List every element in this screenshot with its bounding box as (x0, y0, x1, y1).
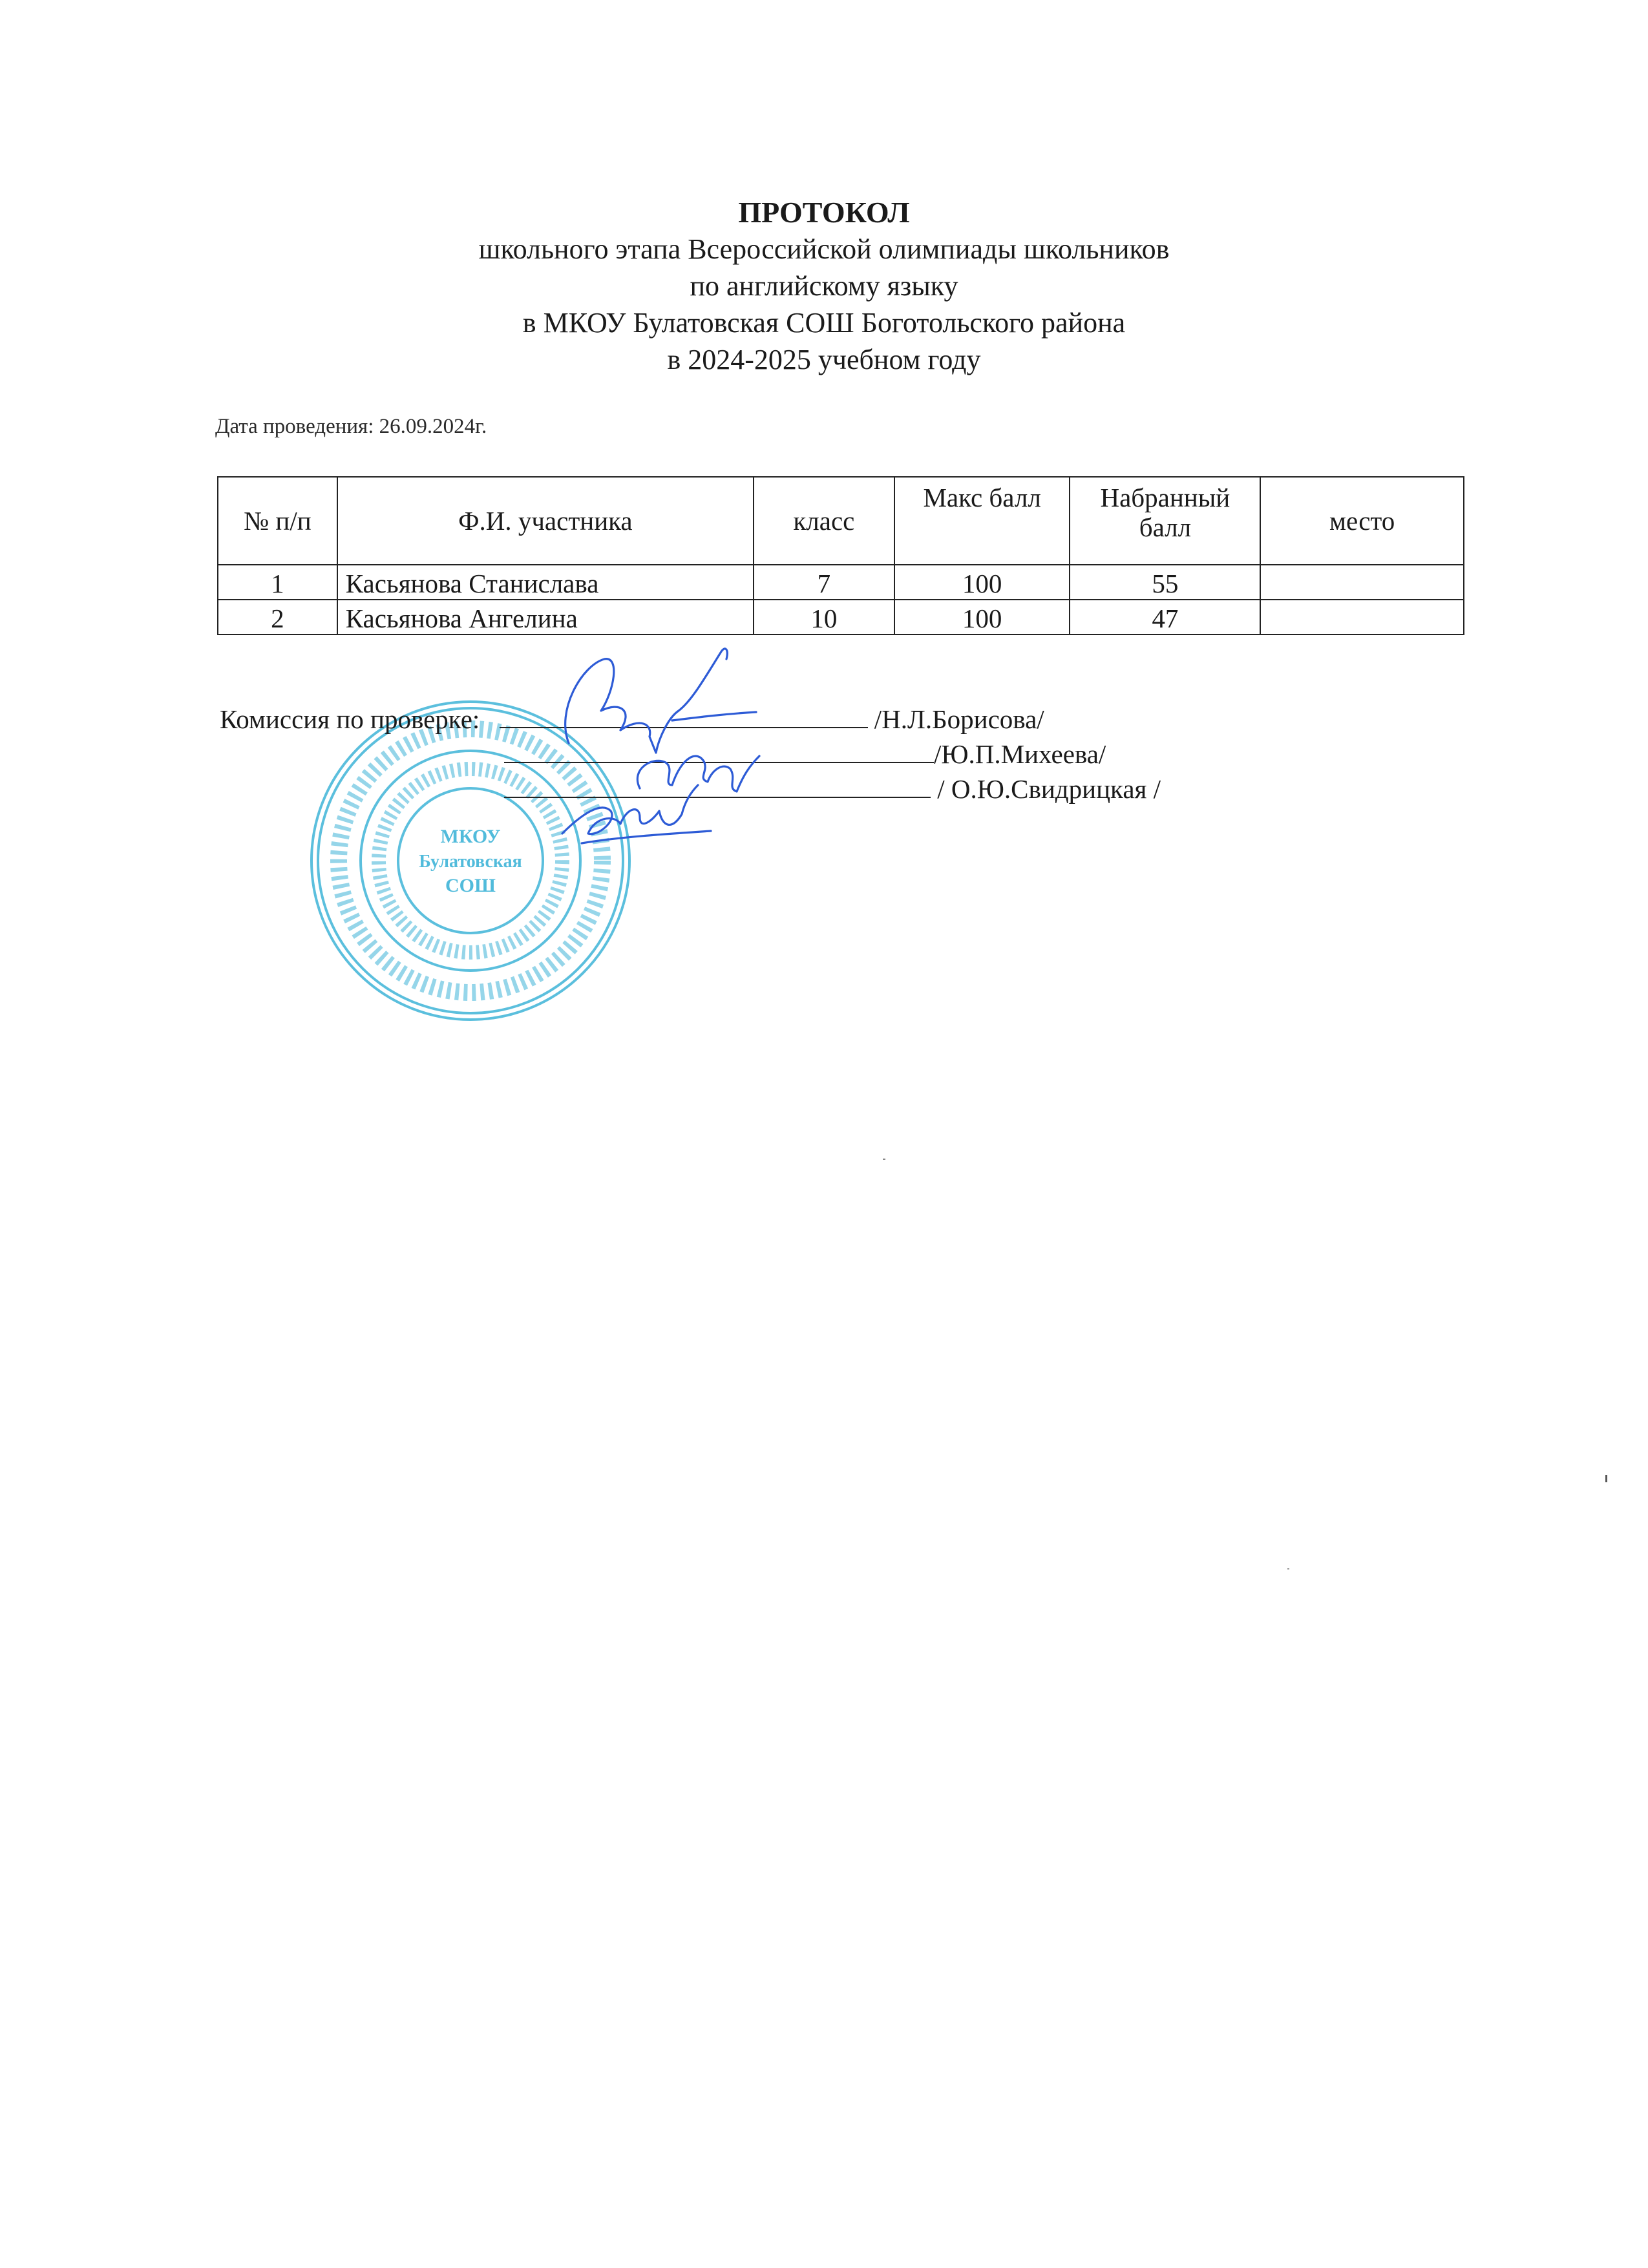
cell-number: 1 (218, 565, 337, 600)
handwritten-signatures (543, 640, 814, 853)
header-scored-line-1: Набранный (1100, 483, 1231, 512)
signature-2 (637, 756, 759, 792)
header-place: место (1260, 477, 1464, 565)
header-participant: Ф.И. участника (337, 477, 754, 565)
cell-max-score: 100 (894, 600, 1070, 635)
stamp-text-3: СОШ (445, 875, 496, 896)
event-date: Дата проведения: 26.09.2024г. (215, 415, 487, 438)
subtitle-line-2: по английскому языку (690, 270, 958, 302)
document-heading (0, 194, 1648, 378)
cell-scored: 47 (1070, 600, 1260, 635)
stamp-text-2: Булатовская (419, 852, 522, 872)
scan-speck (883, 1159, 885, 1160)
header-number: № п/п (218, 477, 337, 565)
commission-member-1: /Н.Л.Борисова/ (867, 704, 1044, 734)
header-scored-line-2: балл (1139, 512, 1192, 542)
cell-scored: 55 (1070, 565, 1260, 600)
signature-3 (562, 785, 711, 843)
cell-participant: Касьянова Станислава (337, 565, 754, 600)
scan-speck (1287, 1568, 1289, 1570)
header-grade: класс (754, 477, 894, 565)
signature-1 (565, 649, 756, 753)
cell-grade: 10 (754, 600, 894, 635)
cell-max-score: 100 (894, 565, 1070, 600)
table-header-row (218, 477, 1464, 565)
commission-label: Комиссия по проверке: (220, 704, 480, 734)
subtitle-line-1: школьного этапа Всероссийской олимпиады школьников (478, 233, 1170, 265)
subtitle-line-4: в 2024-2025 учебном году (667, 344, 981, 375)
header-max-score: Макс балл (894, 477, 1070, 565)
cell-participant: Касьянова Ангелина (337, 600, 754, 635)
commission-member-2: /Ю.П.Михеева/ (934, 739, 1106, 769)
subtitle-line-3: в МКОУ Булатовская СОШ Боготольского района (522, 307, 1126, 339)
commission-member-3: / О.Ю.Свидрицкая / (937, 774, 1161, 804)
cell-place (1260, 565, 1464, 600)
stamp-center-text (419, 826, 522, 896)
table-row (218, 600, 1464, 635)
table-row (218, 565, 1464, 600)
header-scored (1070, 477, 1260, 565)
cell-place (1260, 600, 1464, 635)
results-table (217, 476, 1464, 635)
cell-grade: 7 (754, 565, 894, 600)
scan-speck (1605, 1475, 1607, 1482)
document-title: ПРОТОКОЛ (738, 196, 910, 229)
cell-number: 2 (218, 600, 337, 635)
stamp-text-1: МКОУ (440, 826, 501, 847)
